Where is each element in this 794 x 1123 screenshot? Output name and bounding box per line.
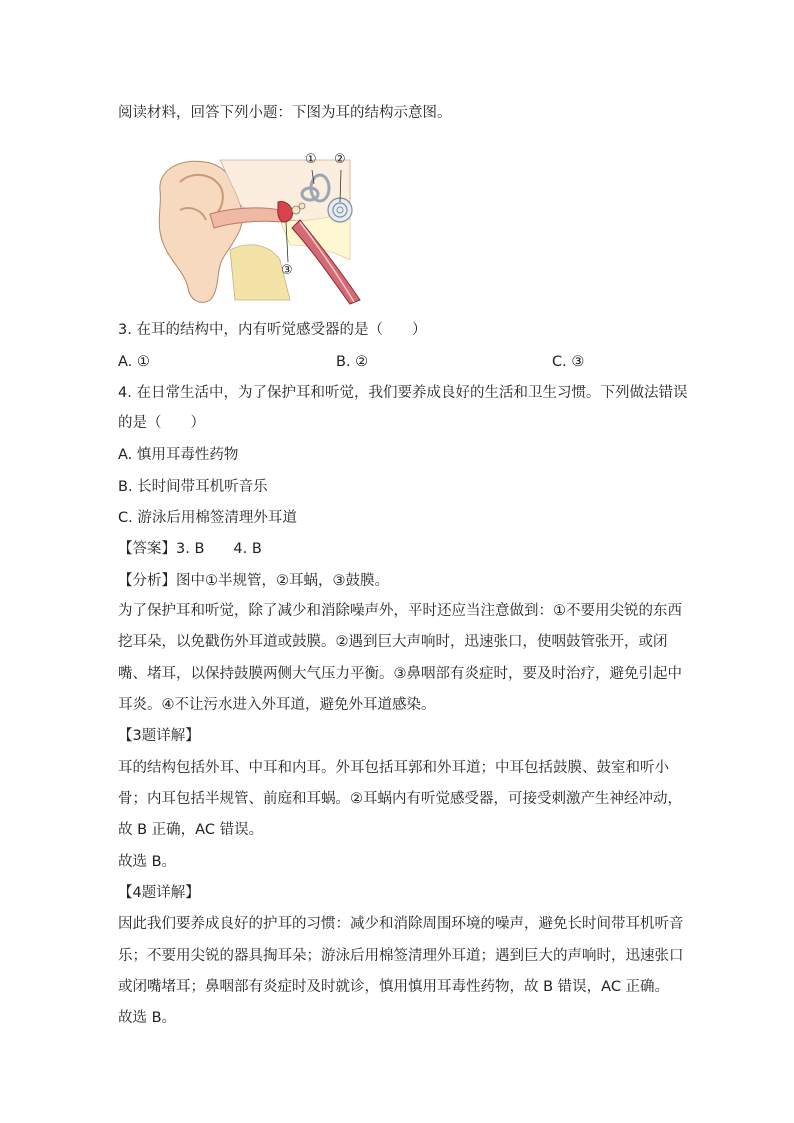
analysis-line: 嘴、堵耳，以保持鼓膜两侧大气压力平衡。③鼻咽部有炎症时，要及时治疗，避免引起中 xyxy=(118,666,682,682)
intro-text: 阅读材料，回答下列小题：下图为耳的结构示意图。 xyxy=(118,105,452,121)
detail4-heading: 【4题详解】 xyxy=(118,885,200,901)
analysis-line: 耳炎。④不让污水进入外耳道，避免外耳道感染。 xyxy=(118,697,436,713)
detail3-heading: 【3题详解】 xyxy=(118,728,200,744)
detail3-line: 故选 B。 xyxy=(118,854,177,870)
q4-stem-line1: 4. 在日常生活中，为了保护耳和听觉，我们要养成良好的生活和卫生习惯。下列做法错误 xyxy=(118,385,688,401)
q4-option-c: C. 游泳后用棉签清理外耳道 xyxy=(118,510,297,526)
detail4-line: 乐；不要用尖锐的器具掏耳朵；游泳后用棉签清理外耳道；遇到巨大的声响时，迅速张口 xyxy=(118,948,684,964)
label-3: ③ xyxy=(281,263,293,278)
ear-illustration xyxy=(150,150,370,310)
q3-option-c: C. ③ xyxy=(552,354,585,370)
q4-option-b: B. 长时间带耳机听音乐 xyxy=(118,479,268,495)
answer-line: 【答案】3. B 4. B xyxy=(118,541,262,557)
detail3-line: 故 B 正确，AC 错误。 xyxy=(118,822,264,838)
analysis-line: 为了保护耳和听觉，除了减少和消除噪声外，平时还应当注意做到：①不要用尖锐的东西 xyxy=(118,603,682,619)
q3-stem: 3. 在耳的结构中，内有听觉感受器的是（ ） xyxy=(118,322,427,338)
label-2: ② xyxy=(334,152,346,167)
detail3-line: 骨；内耳包括半规管、前庭和耳蜗。②耳蜗内有听觉感受器，可接受刺激产生神经冲动， xyxy=(118,791,682,807)
detail3-line: 耳的结构包括外耳、中耳和内耳。外耳包括耳郭和外耳道；中耳包括鼓膜、鼓室和听小 xyxy=(118,760,669,776)
analysis-heading: 【分析】图中①半规管，②耳蜗，③鼓膜。 xyxy=(118,573,389,589)
label-1: ① xyxy=(305,152,317,167)
q4-stem-line2: 的是（ ） xyxy=(118,415,205,431)
detail4-line: 因此我们要养成良好的护耳的习惯：减少和消除周围环境的噪声，避免长时间带耳机听音 xyxy=(118,916,684,932)
q4-option-a: A. 慎用耳毒性药物 xyxy=(118,447,239,463)
detail4-line: 或闭嘴堵耳；鼻咽部有炎症时及时就诊，慎用慎用耳毒性药物，故 B 错误，AC 正确。 xyxy=(118,979,670,995)
q3-option-a: A. ① xyxy=(118,354,150,370)
analysis-line: 挖耳朵，以免戳伤外耳道或鼓膜。②遇到巨大声响时，迅速张口，使咽鼓管张开，或闭 xyxy=(118,634,668,650)
ear-structure-diagram xyxy=(150,150,370,310)
detail4-line: 故选 B。 xyxy=(118,1010,177,1026)
q3-option-b: B. ② xyxy=(336,354,369,370)
